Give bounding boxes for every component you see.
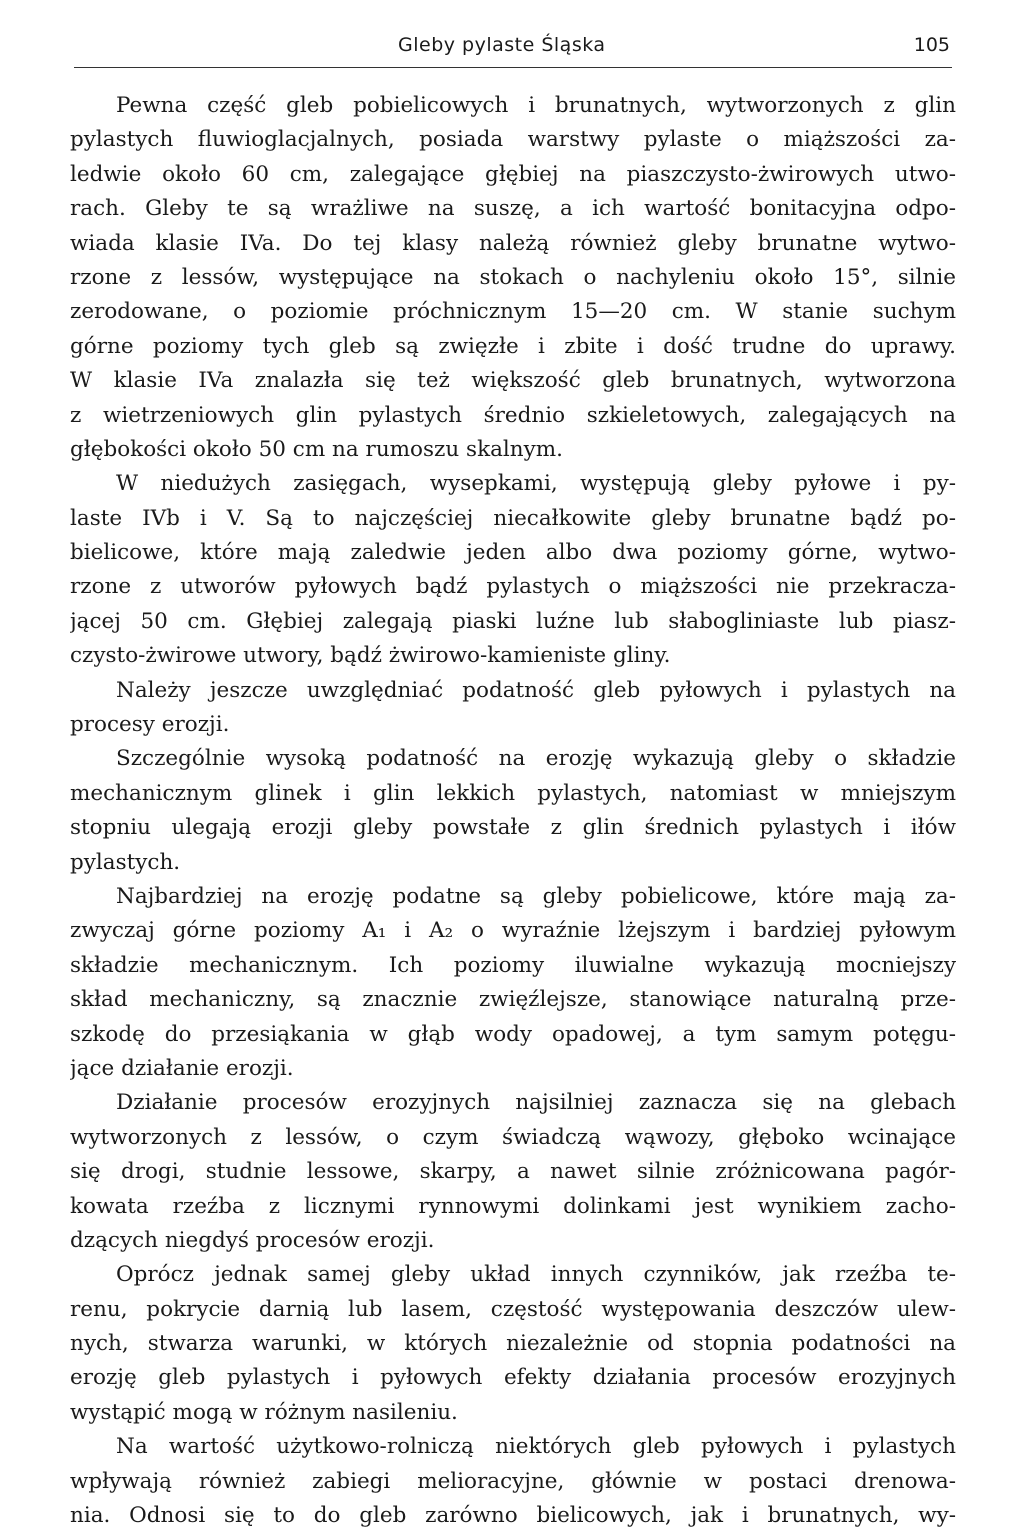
page-number: 105 [913, 34, 950, 56]
text-line: wiada klasie IVa. Do tej klasy należą również gleby brunatne wytwo- [70, 230, 956, 256]
text-line: erozję gleb pylastych i pyłowych efekty działania procesów erozyjnych [70, 1365, 956, 1391]
text-line: jącej 50 cm. Głębiej zalegają piaski luźne lub słabogliniaste lub piasz- [70, 608, 956, 634]
text-line: renu, pokrycie darnią lub lasem, częstość występowania deszczów ulew- [70, 1296, 956, 1322]
text-line: laste IVb i V. Są to najczęściej niecałkowite gleby brunatne bądź po- [70, 505, 956, 531]
running-title: Gleby pylaste Śląska [398, 34, 606, 56]
text-line: czysto-żwirowe utwory, bądź żwirowo-kamieniste gliny. [70, 643, 671, 669]
text-line: wytworzonych z lessów, o czym świadczą wąwozy, głęboko wcinające [70, 1124, 956, 1150]
text-line: Oprócz jednak samej gleby układ innych czynników, jak rzeźba te- [116, 1262, 956, 1288]
text-line: rach. Gleby te są wrażliwe na suszę, a ich wartość bonitacyjna odpo- [70, 196, 956, 222]
text-line: procesy erozji. [70, 712, 230, 738]
text-line: jące działanie erozji. [70, 1055, 294, 1081]
text-line: pylastych. [70, 849, 181, 875]
text-line: rzone z utworów pyłowych bądź pylastych o miąższości nie przekracza- [70, 574, 956, 600]
text-line: nych, stwarza warunki, w których niezależnie od stopnia podatności na [70, 1331, 956, 1357]
text-line: ledwie około 60 cm, zalegające głębiej na piaszczysto-żwirowych utwo- [70, 161, 956, 187]
text-line: wystąpić mogą w różnym nasileniu. [70, 1399, 458, 1425]
text-line: skład mechaniczny, są znacznie zwięźlejsze, stanowiące naturalną prze- [70, 987, 956, 1013]
text-line: zerodowane, o poziomie próchnicznym 15—20 cm. W stanie suchym [70, 299, 956, 325]
header-rule [74, 67, 952, 68]
text-line: Działanie procesów erozyjnych najsilniej zaznacza się na glebach [116, 1090, 956, 1116]
text-line: Należy jeszcze uwzględniać podatność gleb pyłowych i pylastych na [116, 677, 956, 703]
body-text [70, 89, 956, 1533]
text-line: bielicowe, które mają zaledwie jeden albo dwa poziomy górne, wytwo- [70, 540, 956, 566]
page-header [70, 30, 956, 70]
text-line: pylastych fluwioglacjalnych, posiada warstwy pylaste o miąższości za- [70, 127, 956, 153]
text-line: Szczególnie wysoką podatność na erozję wykazują gleby o składzie [116, 746, 956, 772]
text-line: się drogi, studnie lessowe, skarpy, a nawet silnie zróżnicowana pagór- [70, 1159, 956, 1185]
text-line: Na wartość użytkowo-rolniczą niektórych gleb pyłowych i pylastych [116, 1434, 956, 1460]
text-line: składzie mechanicznym. Ich poziomy iluwialne wykazują mocniejszy [70, 952, 956, 978]
text-line: Najbardziej na erozję podatne są gleby pobielicowe, które mają za- [116, 883, 956, 909]
text-line: Pewna część gleb pobielicowych i brunatnych, wytworzonych z glin [116, 93, 956, 118]
text-line: wpływają również zabiegi melioracyjne, głównie w postaci drenowa- [70, 1468, 956, 1494]
text-line: W klasie IVa znalazła się też większość gleb brunatnych, wytworzona [70, 368, 956, 394]
text-line: dzących niegdyś procesów erozji. [70, 1227, 435, 1253]
text-line: rzone z lessów, występujące na stokach o nachyleniu około 15°, silnie [70, 264, 956, 290]
text-line: stopniu ulegają erozji gleby powstałe z glin średnich pylastych i iłów [70, 815, 956, 841]
text-line: górne poziomy tych gleb są zwięzłe i zbite i dość trudne do uprawy. [70, 333, 956, 359]
text-line: szkodę do przesiąkania w głąb wody opadowej, a tym samym potęgu- [70, 1021, 956, 1047]
text-line: głębokości około 50 cm na rumoszu skalnym. [70, 436, 564, 462]
text-line: zwyczaj górne poziomy A₁ i A₂ o wyraźnie lżejszym i bardziej pyłowym [70, 918, 956, 944]
text-line: W niedużych zasięgach, wysepkami, występują gleby pyłowe i py- [116, 471, 956, 497]
text-line: kowata rzeźba z licznymi rynnowymi dolinkami jest wynikiem zacho- [70, 1193, 956, 1219]
text-line: z wietrzeniowych glin pylastych średnio szkieletowych, zalegających na [70, 402, 956, 428]
text-line: nia. Odnosi się to do gleb zarówno bielicowych, jak i brunatnych, wy- [70, 1503, 956, 1529]
text-line: mechanicznym glinek i glin lekkich pylastych, natomiast w mniejszym [70, 780, 956, 806]
